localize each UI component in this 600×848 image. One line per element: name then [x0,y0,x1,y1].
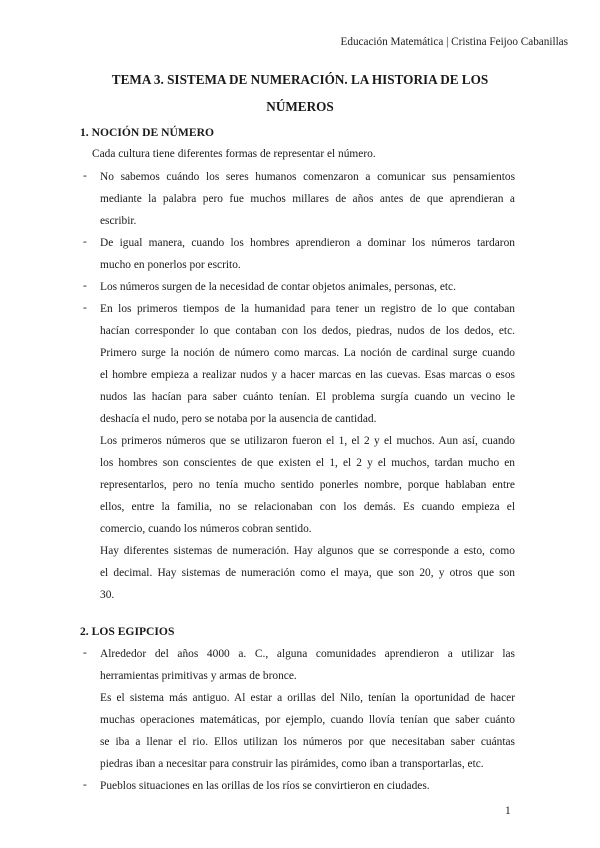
bullet-dash: - [83,280,87,292]
paragraph-line: Los primeros números que se utilizaron fueron el 1, el 2 y el muchos. Aun así, cuando [100,435,515,447]
paragraph-line: Primero surge la noción de número como marcas. La noción de cardinal surge cuando [100,347,515,359]
title-line: NÚMEROS [266,99,334,114]
paragraph-line: mucho en ponerlos por escrito. [100,259,241,271]
paragraph-line: se iba a llenar el rio. Ellos utilizan los números por que necesitaban saber cuántas [100,736,515,748]
bullet-dash: - [83,779,87,791]
paragraph-line: Los números surgen de la necesidad de contar objetos animales, personas, etc. [100,281,456,293]
bullet-dash: - [83,647,87,659]
page-number: 1 [505,805,511,817]
running-header: Educación Matemática | Cristina Feijoo Cabanillas [340,36,568,48]
paragraph-line: De igual manera, cuando los hombres aprendieron a dominar los números tardaron [100,237,515,249]
paragraph-line: muchas operaciones matemáticas, por ejemplo, cuando llovía tenían que saber cuánto [100,714,515,726]
paragraph-line: En los primeros tiempos de la humanidad para tener un registro de lo que contaban [100,303,515,315]
bullet-dash: - [83,302,87,314]
paragraph-line: escribir. [100,215,137,227]
paragraph-line: hacían corresponder lo que contaban con los dedos, piedras, nudos de los dedos, etc. [100,325,515,337]
paragraph-line: herramientas primitivas y armas de bronce. [100,670,297,682]
paragraph-line: Hay diferentes sistemas de numeración. Hay algunos que se corresponde a esto, como [100,545,515,557]
paragraph-line: 30. [100,589,115,601]
paragraph-line: representarlos, pero no tenía mucho sentido ponerles nombre, porque hablaban entre [100,479,515,491]
title-line: TEMA 3. SISTEMA DE NUMERACIÓN. LA HISTORIA DE LOS [111,72,489,87]
paragraph-line: piedras iban a necesitar para construir las pirámides, como iban a transportarlas, etc. [100,758,484,770]
paragraph-line: comercio, cuando los números cobran sentido. [100,523,312,535]
paragraph-line: nudos las hacían para saber cuánto tenían. El problema surgía cuando un vecino le [100,391,515,403]
paragraph-line: el decimal. Hay sistemas de numeración como el maya, que son 20, y otros que son [100,567,515,579]
bullet-dash: - [83,236,87,248]
paragraph-line: mediante la palabra pero fue muchos millares de años antes de que aprendieran a [100,193,515,205]
paragraph-line: el hombre empieza a realizar nudos y a hacer marcas en las cuevas. Esas marcas o esos [100,369,515,381]
paragraph-line: los hombres son conscientes de que existen el 1, el 2 y el muchos, tardan mucho en [100,457,515,469]
paragraph-line: Es el sistema más antiguo. Al estar a orillas del Nilo, tenían la oportunidad de hacer [100,692,515,704]
section-heading: 1. NOCIÓN DE NÚMERO [80,126,214,139]
section-heading: 2. LOS EGIPCIOS [80,625,175,638]
paragraph-line: Alrededor del años 4000 a. C., alguna comunidades aprendieron a utilizar las [100,648,515,660]
paragraph-line: deshacía el nudo, pero se notaba por la ausencia de cantidad. [100,413,377,425]
paragraph-line: No sabemos cuándo los seres humanos comenzaron a comunicar sus pensamientos [100,171,515,183]
bullet-dash: - [83,170,87,182]
document-title [80,66,520,120]
intro-text: Cada cultura tiene diferentes formas de representar el número. [92,148,376,160]
paragraph-line: Pueblos situaciones en las orillas de los ríos se convirtieron en ciudades. [100,780,430,792]
paragraph-line: ellos, entre la familia, no se relacionaban con los demás. Es cuando empieza el [100,501,515,513]
